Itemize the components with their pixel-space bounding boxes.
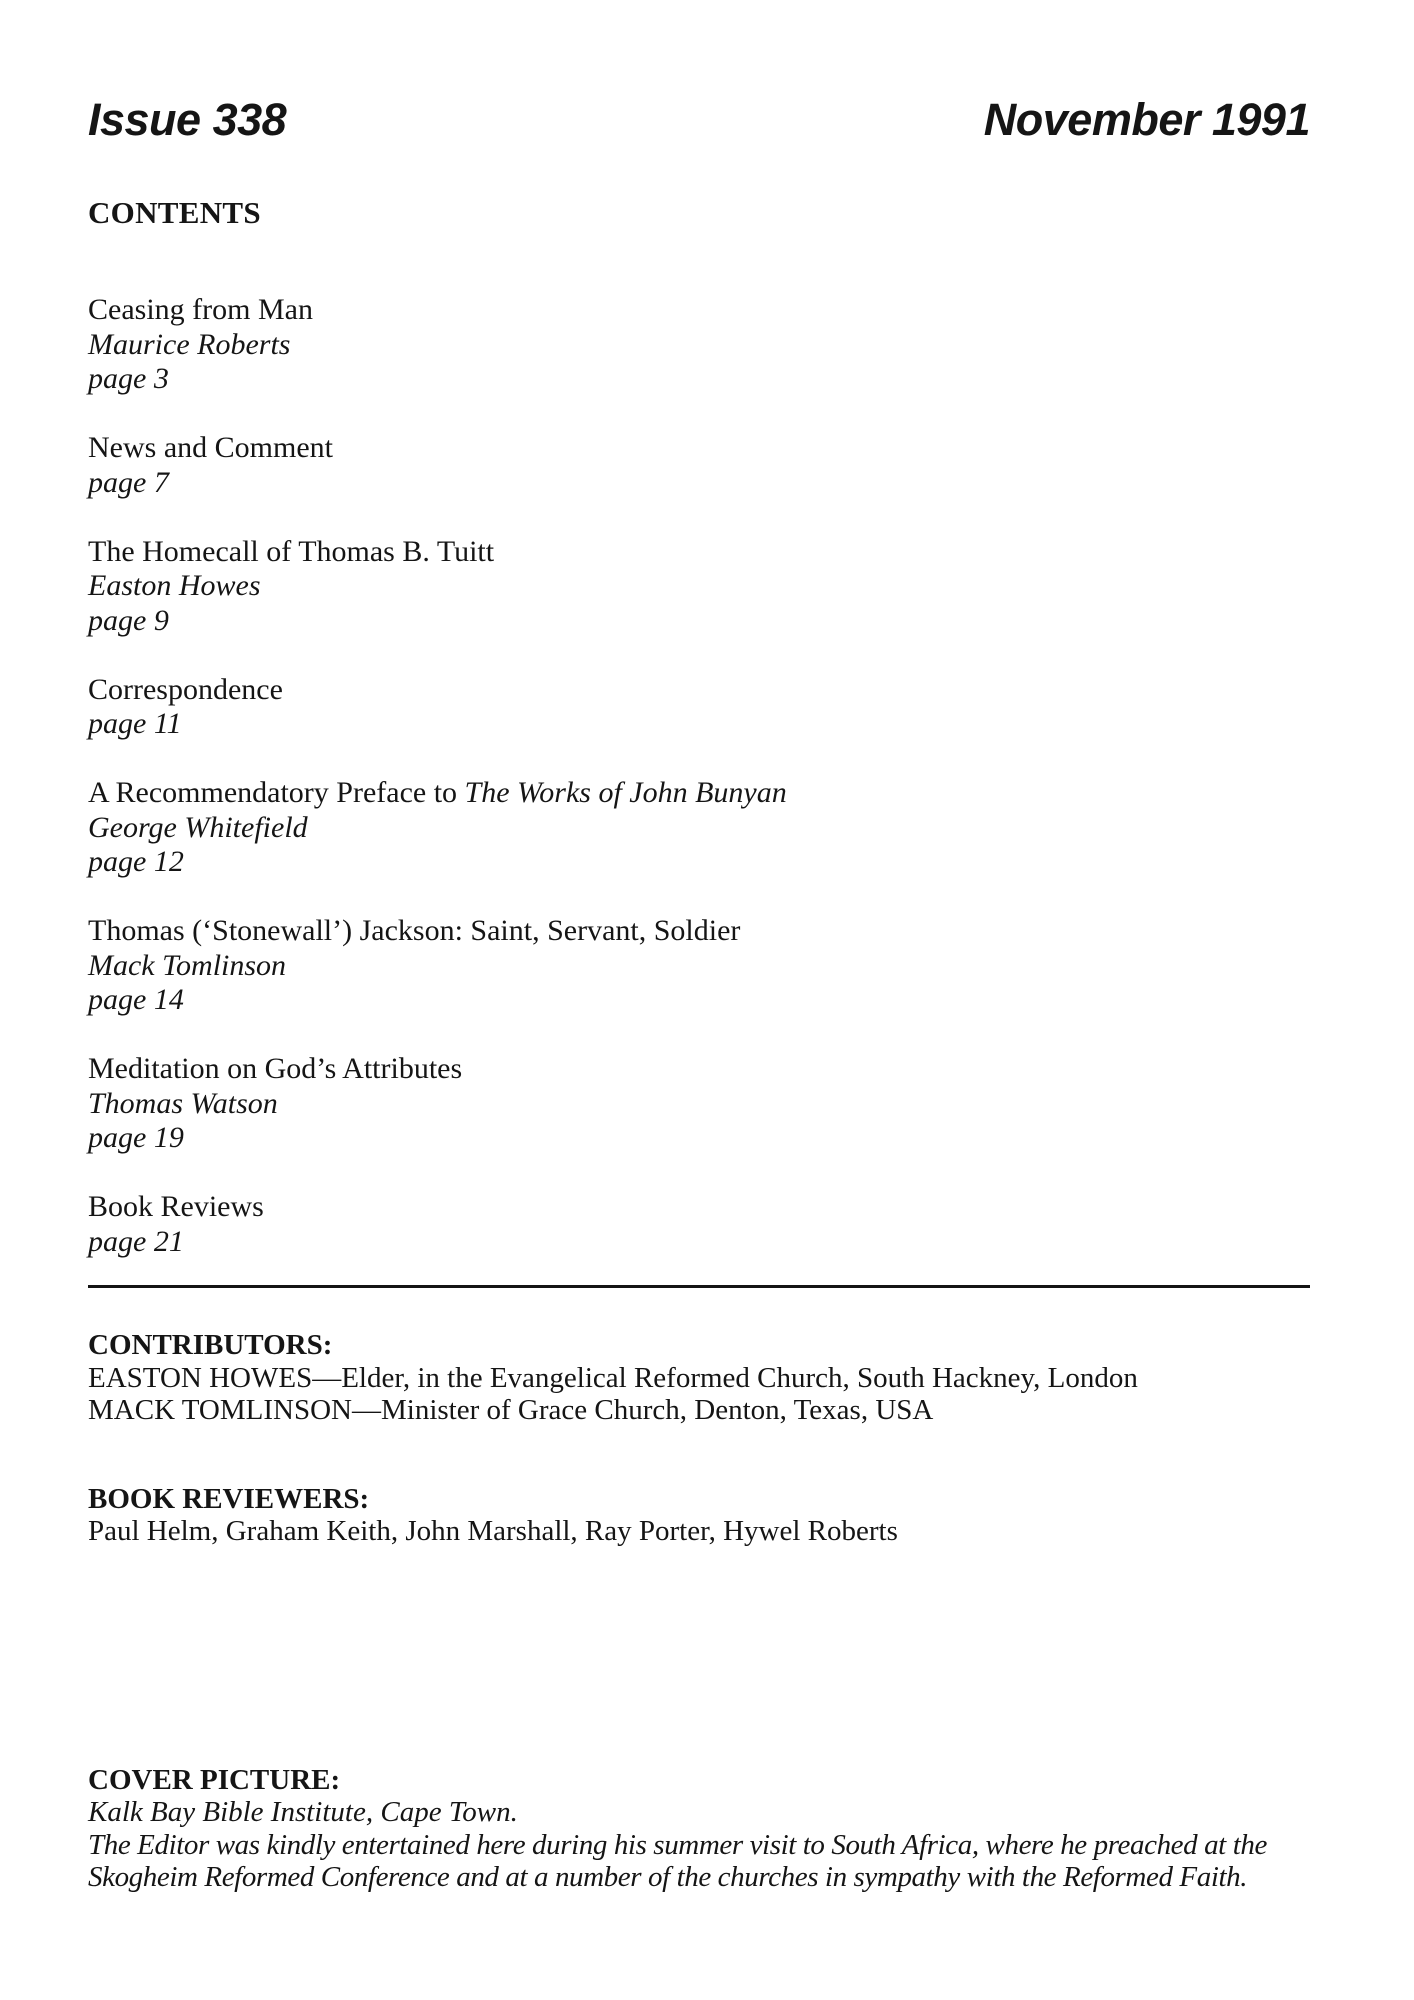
- divider-rule: [88, 1285, 1310, 1288]
- contents-heading: CONTENTS: [88, 195, 261, 230]
- article-title: [88, 535, 1310, 570]
- article-title: [88, 1052, 1310, 1087]
- toc-item: [88, 914, 1310, 1018]
- article-author: Easton Howes: [88, 569, 261, 602]
- cover-picture-description: The Editor was kindly entertained here during his summer visit to South Africa, where he preached at the Skogheim Reformed Conference and at a number of the churches in sympathy with the Reformed Faith.: [88, 1828, 1267, 1893]
- article-page-number: page 14: [88, 983, 184, 1016]
- cover-picture-heading: COVER PICTURE:: [88, 1763, 341, 1796]
- article-title-text: A Recommendatory Preface to: [88, 776, 465, 809]
- article-title: [88, 1190, 1310, 1225]
- article-title-text: Ceasing from Man: [88, 293, 313, 326]
- toc-item: [88, 535, 1310, 639]
- issue-date: November 1991: [983, 94, 1310, 145]
- cover-picture-section: [88, 1764, 1310, 1894]
- article-title-text: Book Reviews: [88, 1190, 264, 1223]
- article-author: Thomas Watson: [88, 1086, 278, 1120]
- toc-item: [88, 1190, 1310, 1259]
- contributors-heading: CONTRIBUTORS:: [88, 1329, 333, 1361]
- article-title-text: Meditation on God’s Attributes: [88, 1052, 463, 1085]
- issue-number: Issue 338: [88, 94, 287, 145]
- book-reviewers-section: [88, 1483, 1310, 1548]
- article-title: [88, 293, 1310, 328]
- toc-item: [88, 431, 1310, 500]
- article-author: Mack Tomlinson: [88, 948, 287, 982]
- table-of-contents: [88, 293, 1310, 1259]
- contributor-line: EASTON HOWES—Elder, in the Evangelical Reformed Church, South Hackney, London: [88, 1361, 1138, 1394]
- article-page-number: page 11: [88, 707, 182, 740]
- toc-item: [88, 673, 1310, 742]
- cover-picture-caption: Kalk Bay Bible Institute, Cape Town.: [88, 1796, 518, 1828]
- toc-item: [88, 293, 1310, 397]
- contributors-section: [88, 1329, 1310, 1427]
- book-reviewers-heading: BOOK REVIEWERS:: [88, 1482, 370, 1515]
- article-page-number: page 9: [88, 603, 169, 637]
- toc-item: [88, 1052, 1310, 1156]
- article-page-number: page 3: [88, 362, 169, 395]
- article-title: [88, 914, 1310, 949]
- article-title: [88, 431, 1310, 466]
- article-title: [88, 673, 1310, 708]
- article-title-italic: The Works of John Bunyan: [464, 776, 787, 809]
- article-page-number: page 12: [88, 845, 184, 878]
- article-page-number: page 7: [88, 465, 169, 499]
- toc-item: [88, 776, 1310, 880]
- contributor-line: MACK TOMLINSON—Minister of Grace Church, Denton, Texas, USA: [88, 1394, 934, 1426]
- article-author: Maurice Roberts: [88, 327, 291, 361]
- article-title-text: News and Comment: [88, 431, 333, 464]
- article-title-text: Correspondence: [88, 672, 283, 706]
- article-title-text: The Homecall of Thomas B. Tuitt: [88, 534, 495, 568]
- article-page-number: page 21: [88, 1224, 184, 1258]
- article-title-text: Thomas (‘Stonewall’) Jackson: Saint, Servant, Soldier: [88, 914, 741, 947]
- article-title: [88, 776, 1310, 811]
- article-author: George Whitefield: [88, 810, 308, 844]
- masthead: [88, 94, 1310, 145]
- article-page-number: page 19: [88, 1121, 184, 1154]
- book-reviewers-names: Paul Helm, Graham Keith, John Marshall, Ray Porter, Hywel Roberts: [88, 1515, 898, 1547]
